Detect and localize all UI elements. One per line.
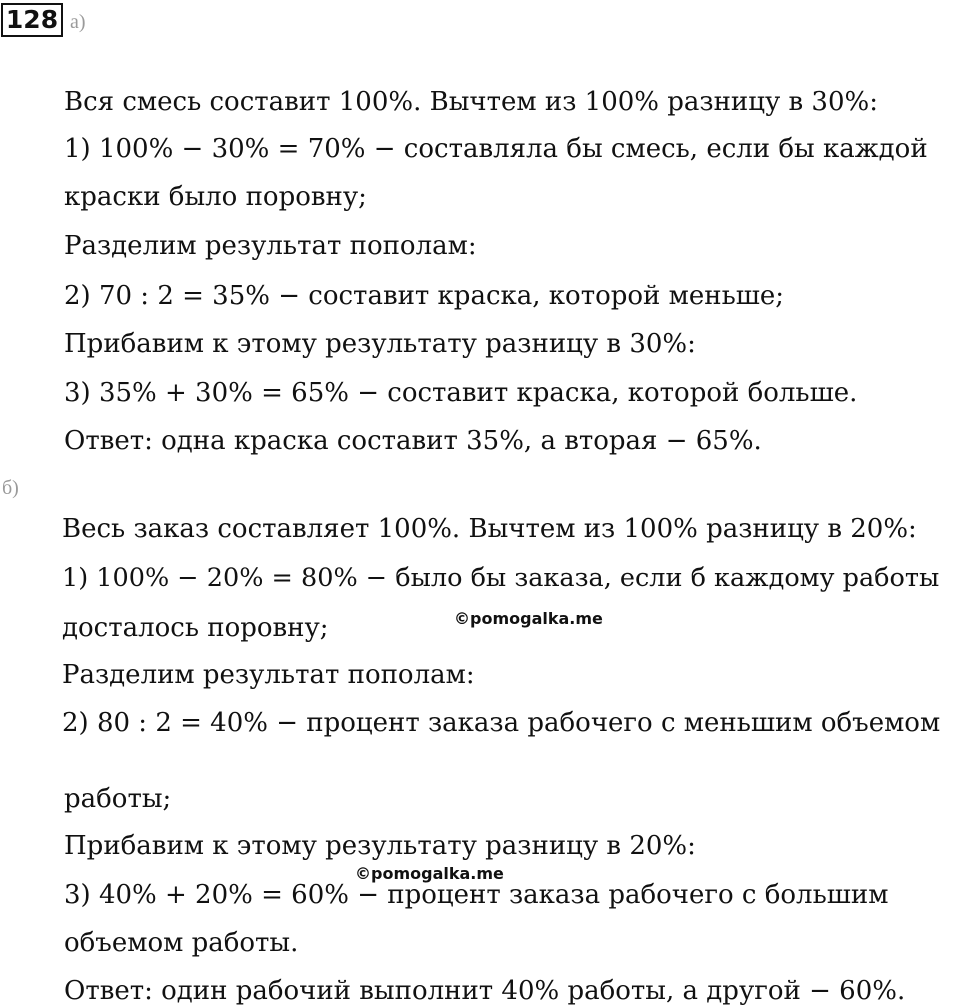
- task-number: 128: [1, 3, 63, 37]
- part-b-line-10: Ответ: один рабочий выполнит 40% работы, а другой − 60%.: [64, 976, 906, 1006]
- part-a-line-1: Вся смесь составит 100%. Вычтем из 100% разницу в 30%:: [64, 87, 878, 117]
- part-a-line-8: Ответ: одна краска составит 35%, а вторая − 65%.: [64, 426, 762, 456]
- part-b-line-7: Прибавим к этому результату разницу в 20%:: [64, 831, 696, 861]
- watermark-2: ©pomogalka.me: [355, 864, 504, 883]
- part-a-line-6: Прибавим к этому результату разницу в 30%:: [64, 329, 696, 359]
- part-b-line-6: работы;: [64, 784, 172, 814]
- part-b-line-3: досталось поровну;: [62, 613, 329, 643]
- part-b-line-5: 2) 80 : 2 = 40% − процент заказа рабочего с меньшим объемом: [62, 708, 941, 738]
- part-a-line-2: 1) 100% − 30% = 70% − составляла бы смесь, если бы каждой: [64, 134, 928, 164]
- part-a-label: а): [70, 11, 86, 33]
- part-a-line-7: 3) 35% + 30% = 65% − составит краска, которой больше.: [64, 378, 858, 408]
- watermark-1: ©pomogalka.me: [454, 609, 603, 628]
- part-b-line-1: Весь заказ составляет 100%. Вычтем из 100% разницу в 20%:: [62, 514, 917, 544]
- part-b-line-4: Разделим результат пополам:: [62, 660, 475, 690]
- part-b-line-2: 1) 100% − 20% = 80% − было бы заказа, если б каждому работы: [62, 563, 940, 593]
- part-a-line-5: 2) 70 : 2 = 35% − составит краска, которой меньше;: [64, 281, 785, 311]
- part-a-line-4: Разделим результат пополам:: [64, 231, 477, 261]
- part-b-line-8: 3) 40% + 20% = 60% − процент заказа рабочего с большим: [64, 880, 889, 910]
- part-a-line-3: краски было поровну;: [64, 182, 367, 212]
- part-b-label: б): [2, 477, 19, 499]
- part-b-line-9: объемом работы.: [64, 928, 299, 958]
